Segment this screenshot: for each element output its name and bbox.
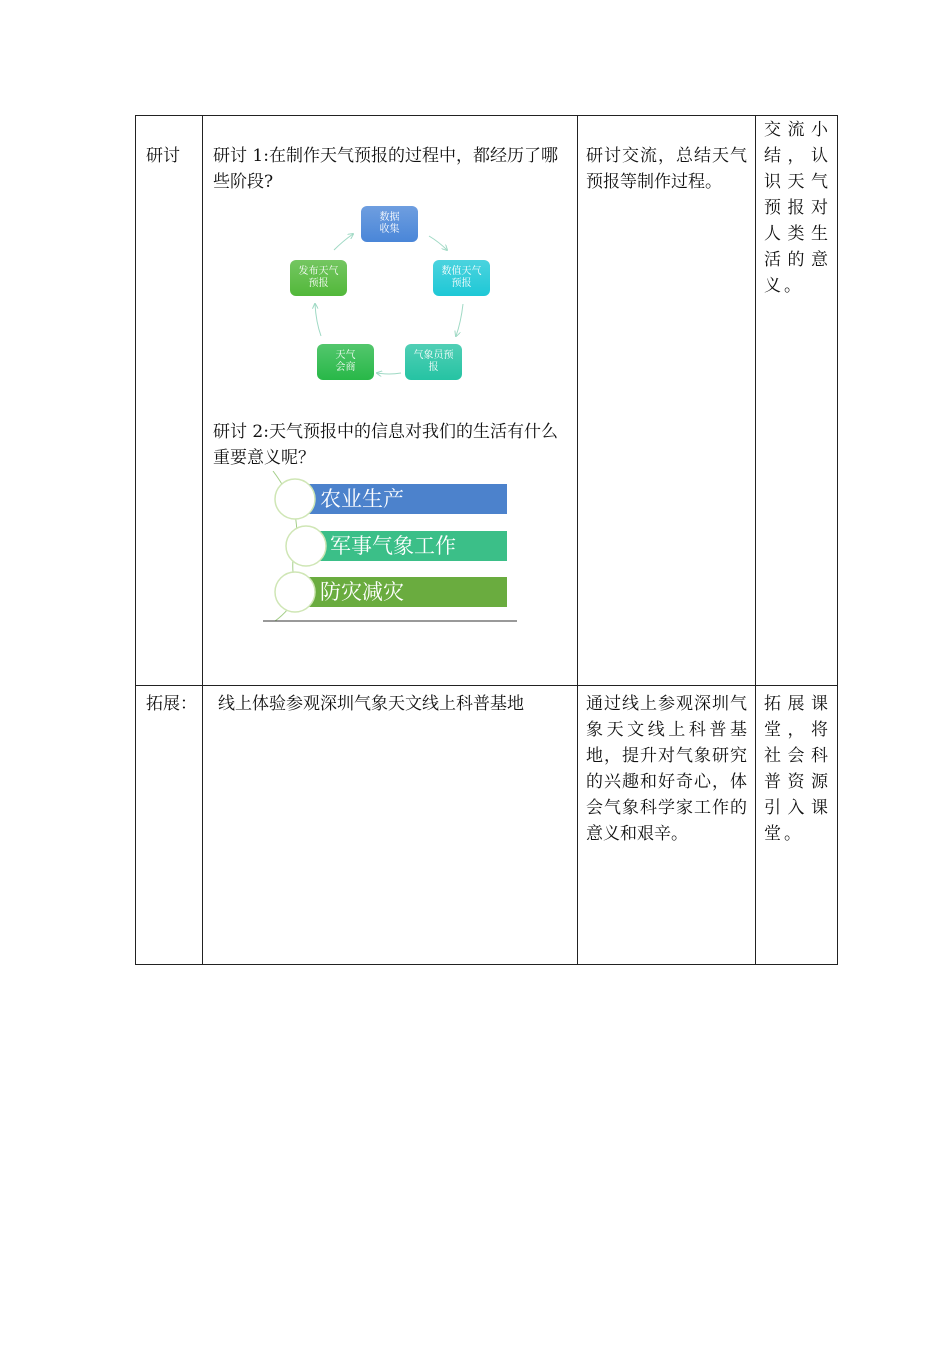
cycle-node-data-collection: 数据 收集 [361, 206, 418, 242]
significance-circle [286, 526, 326, 566]
summary-text: 研讨交流，总结天气预报等制作过程。 [586, 146, 747, 192]
cycle-node-consultation: 天气 会商 [317, 344, 374, 380]
stage-cell [136, 116, 203, 686]
stage-cell [136, 686, 203, 965]
activity-text: 线上体验参观深圳气象天文线上科普基地 [218, 694, 524, 714]
forecast-cycle-diagram [203, 204, 577, 388]
cycle-arrow [429, 236, 447, 250]
summary-text: 通过线上参观深圳气象天文线上科普基地，提升对气象研究的兴趣和好奇心，体会气象科学家工作的意义和艰辛。 [586, 694, 747, 844]
lesson-plan-table [135, 115, 838, 965]
significance-label-disaster: 防灾减灾 [320, 580, 404, 604]
summary-cell [578, 686, 756, 965]
significance-circle [275, 572, 315, 612]
goal-cell [756, 116, 838, 686]
activity-cell [203, 686, 578, 965]
cycle-arrow [456, 304, 463, 336]
stage-label: 拓展： [146, 694, 197, 714]
goal-text: 交流小结，认识天气预报对人类生活的意义。 [764, 120, 831, 296]
discussion-question-1: 研讨 1:在制作天气预报的过程中，都经历了哪些阶段? [213, 146, 558, 192]
table-row [136, 116, 838, 686]
activity-cell [203, 116, 578, 686]
summary-cell [578, 116, 756, 686]
significance-circle [275, 479, 315, 519]
cycle-node-publish: 发布天气 预报 [290, 260, 347, 296]
stage-label: 研讨 [146, 146, 180, 166]
cycle-arrow [315, 304, 321, 336]
significance-label-agriculture: 农业生产 [320, 487, 404, 511]
cycle-node-numerical-forecast: 数值天气 预报 [433, 260, 490, 296]
significance-diagram [203, 471, 577, 641]
cycle-arrow [334, 234, 353, 250]
significance-label-military: 军事气象工作 [330, 534, 456, 558]
discussion-question-2: 研讨 2:天气预报中的信息对我们的生活有什么重要意义呢？ [213, 422, 558, 468]
goal-text: 拓展课堂，将社会科普资源引入课堂。 [764, 694, 831, 844]
cycle-arrow [377, 373, 401, 374]
table-row [136, 686, 838, 965]
cycle-node-forecaster: 气象员预 报 [405, 344, 462, 380]
goal-cell [756, 686, 838, 965]
